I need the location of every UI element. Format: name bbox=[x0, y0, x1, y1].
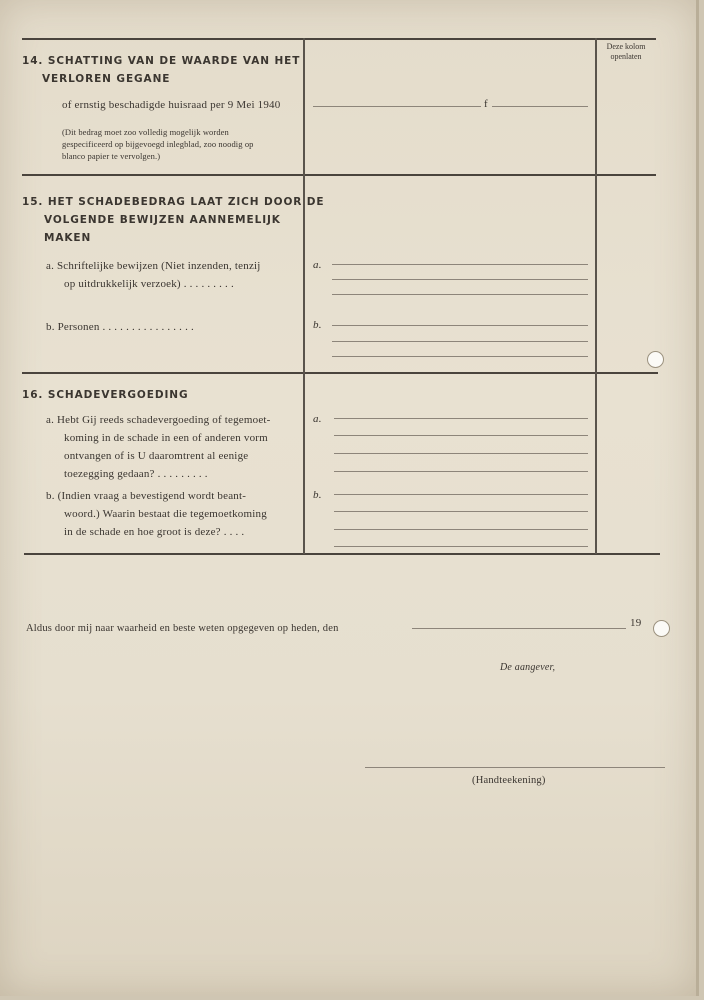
q14-heading-line1: 14. SCHATTING VAN DE WAARDE VAN HET bbox=[22, 55, 301, 67]
q15-heading-line2: VOLGENDE BEWIJZEN AANNEMELIJK bbox=[44, 214, 281, 226]
q15-a-line2: op uitdrukkelijk verzoek) . . . . . . . . . bbox=[64, 278, 234, 290]
q16-marker-a: a. bbox=[313, 413, 322, 425]
rule-after-q14 bbox=[22, 174, 656, 176]
side-column-note: Deze kolom openlaten bbox=[606, 42, 646, 61]
signature-label: (Handteekening) bbox=[472, 775, 546, 786]
q14-heading-line2: VERLOREN GEGANE bbox=[42, 73, 171, 85]
q15-heading-line1: 15. HET SCHADEBEDRAG LAAT ZICH DOOR DE bbox=[22, 196, 325, 208]
declarant-label: De aangever, bbox=[500, 662, 556, 673]
q16-b-answer-line1[interactable] bbox=[334, 494, 588, 495]
rule-after-q15 bbox=[22, 372, 658, 374]
bottom-rule bbox=[24, 553, 660, 555]
q14-value-field[interactable] bbox=[313, 106, 481, 107]
q15-b-answer-line2[interactable] bbox=[332, 341, 588, 342]
declaration-text: Aldus door mij naar waarheid en beste weten opgegeven op heden, den bbox=[26, 623, 339, 634]
q15-a-answer-line1[interactable] bbox=[332, 264, 588, 265]
q16-b-answer-line2[interactable] bbox=[334, 511, 588, 512]
punch-hole-upper bbox=[647, 351, 664, 368]
q15-marker-a: a. bbox=[313, 259, 322, 271]
q16-a-line4: toezegging gedaan? . . . . . . . . . bbox=[64, 468, 208, 480]
q16-a-line2: koming in de schade in een of anderen vorm bbox=[64, 432, 268, 444]
punch-hole-lower bbox=[653, 620, 670, 637]
declaration-date-field[interactable] bbox=[412, 628, 626, 629]
column-divider-right bbox=[595, 38, 597, 554]
q16-a-answer-line4[interactable] bbox=[334, 471, 588, 472]
q14-note-line2: gespecificeerd op bijgevoegd inlegblad, zoo noodig op bbox=[62, 139, 254, 149]
q15-marker-b: b. bbox=[313, 319, 322, 331]
q16-a-line3: ontvangen of is U daaromtrent al eenige bbox=[64, 450, 249, 462]
q16-b-line1: b. (Indien vraag a bevestigend wordt beant- bbox=[46, 490, 247, 502]
q16-b-answer-line3[interactable] bbox=[334, 529, 588, 530]
q15-a-answer-line3[interactable] bbox=[332, 294, 588, 295]
q16-marker-b: b. bbox=[313, 489, 322, 501]
q16-a-answer-line3[interactable] bbox=[334, 453, 588, 454]
q16-heading: 16. SCHADEVERGOEDING bbox=[22, 389, 189, 401]
q15-b-answer-line1[interactable] bbox=[332, 325, 588, 326]
q14-subtext: of ernstig beschadigde huisraad per 9 Mei 1940 bbox=[62, 99, 281, 111]
q16-a-answer-line2[interactable] bbox=[334, 435, 588, 436]
q14-currency-sign: f bbox=[484, 98, 488, 110]
declaration-year-prefix: 19 bbox=[630, 617, 642, 629]
top-rule bbox=[22, 38, 656, 40]
q16-b-answer-line4[interactable] bbox=[334, 546, 588, 547]
q15-a-answer-line2[interactable] bbox=[332, 279, 588, 280]
q14-amount-field[interactable] bbox=[492, 106, 588, 107]
q16-a-answer-line1[interactable] bbox=[334, 418, 588, 419]
q16-b-line3: in de schade en hoe groot is deze? . . . . bbox=[64, 526, 245, 538]
q16-b-line2: woord.) Waarin bestaat die tegemoetkoming bbox=[64, 508, 267, 520]
q15-a-line1: a. Schriftelijke bewijzen (Niet inzenden, tenzij bbox=[46, 260, 261, 272]
column-divider-left bbox=[303, 38, 305, 554]
q14-note-line3: blanco papier te vervolgen.) bbox=[62, 151, 161, 161]
q14-note-line1: (Dit bedrag moet zoo volledig mogelijk worden bbox=[62, 127, 229, 137]
q15-b-answer-line3[interactable] bbox=[332, 356, 588, 357]
q15-b-line: b. Personen . . . . . . . . . . . . . . . . bbox=[46, 321, 194, 333]
signature-field[interactable] bbox=[365, 767, 665, 768]
q16-a-line1: a. Hebt Gij reeds schadevergoeding of tegemoet- bbox=[46, 414, 271, 426]
q15-heading-line3: MAKEN bbox=[44, 232, 92, 244]
